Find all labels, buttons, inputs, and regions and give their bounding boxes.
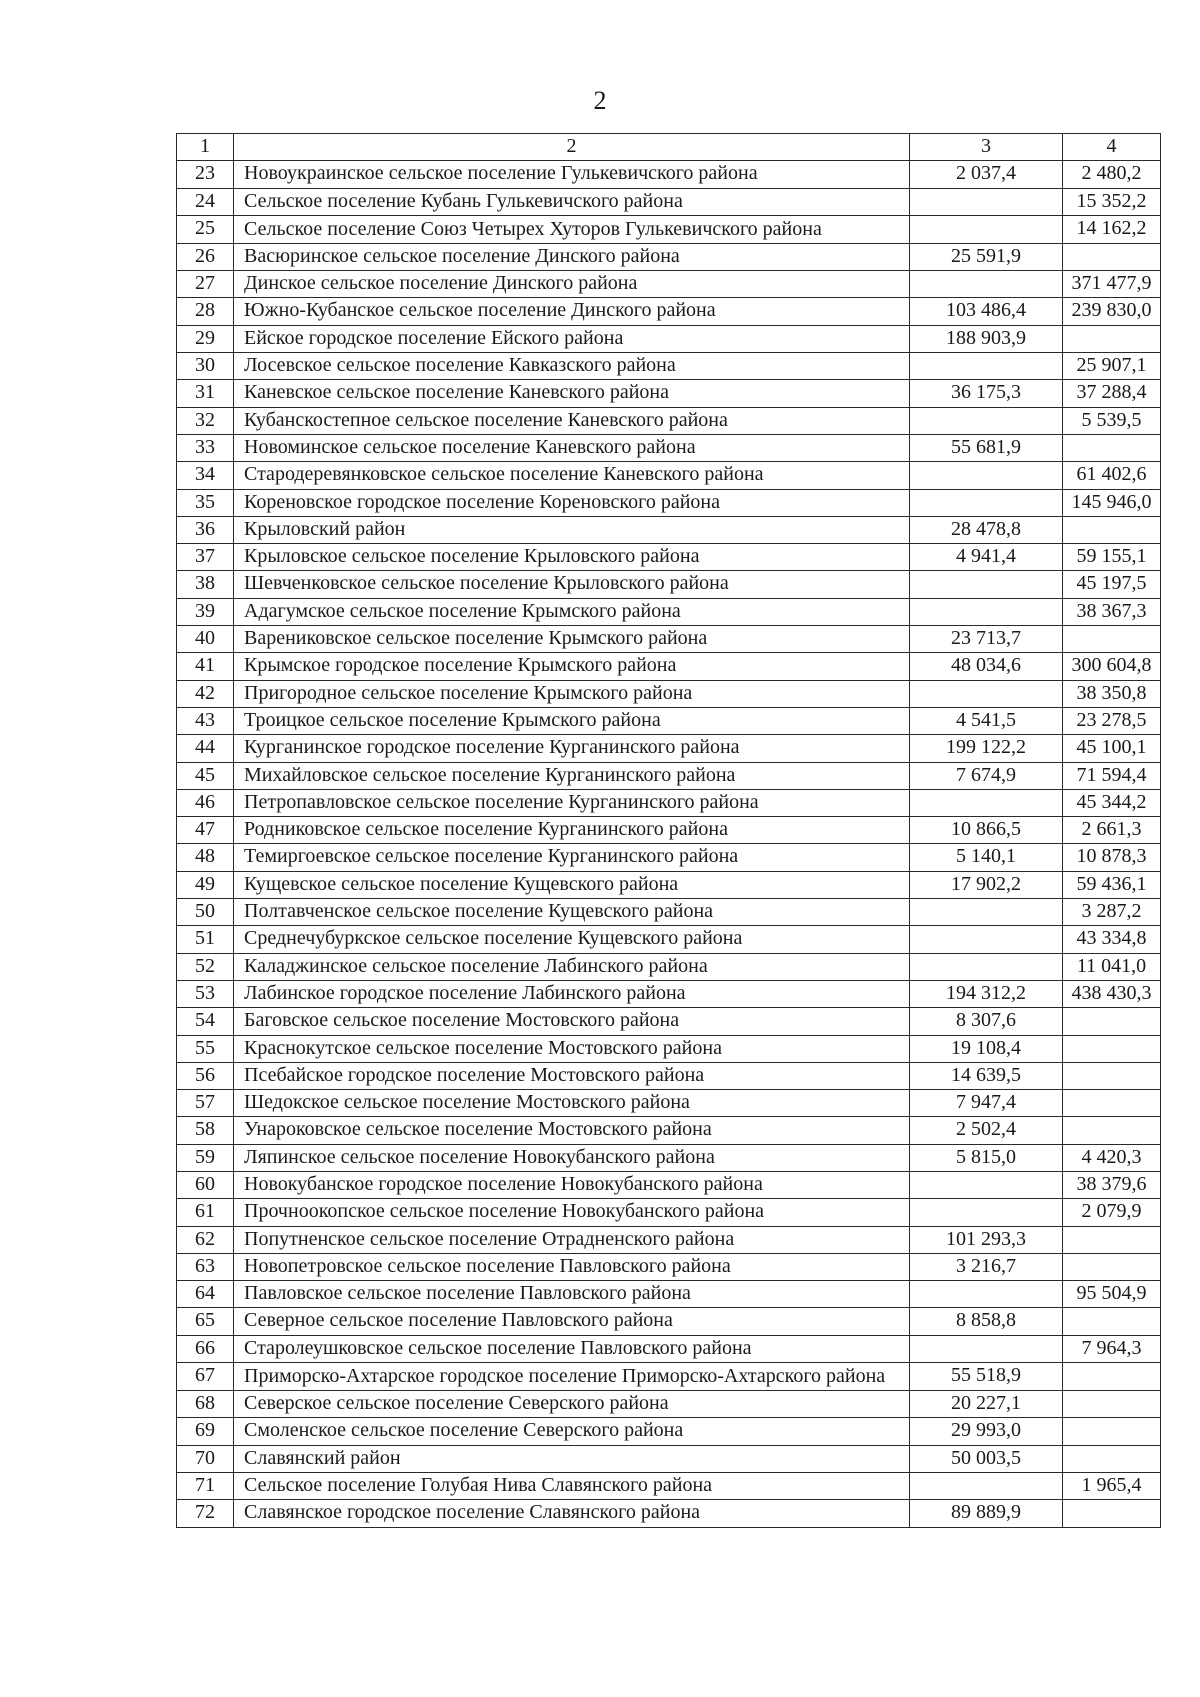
value-col-4 — [1063, 434, 1161, 461]
value-col-4 — [1063, 1035, 1161, 1062]
table-row — [177, 1117, 1161, 1144]
table-row — [177, 1418, 1161, 1445]
value-col-4: 45 197,5 — [1063, 571, 1161, 598]
table-row — [177, 544, 1161, 571]
value-col-3: 4 941,4 — [910, 544, 1063, 571]
settlement-name: Курганинское городское поселение Курганинского района — [234, 735, 910, 762]
settlement-name: Северское сельское поселение Северского района — [234, 1391, 910, 1418]
value-col-4: 25 907,1 — [1063, 353, 1161, 380]
value-col-3 — [910, 215, 1063, 243]
header-col-4: 4 — [1063, 134, 1161, 161]
value-col-4: 38 379,6 — [1063, 1171, 1161, 1198]
row-number: 32 — [177, 407, 234, 434]
value-col-4: 59 436,1 — [1063, 871, 1161, 898]
table-row — [177, 926, 1161, 953]
row-number: 45 — [177, 762, 234, 789]
table-row — [177, 980, 1161, 1007]
value-col-4: 11 041,0 — [1063, 953, 1161, 980]
row-number: 42 — [177, 680, 234, 707]
settlement-name: Петропавловское сельское поселение Курганинского района — [234, 789, 910, 816]
value-col-4: 1 965,4 — [1063, 1472, 1161, 1499]
row-number: 59 — [177, 1144, 234, 1171]
value-col-3 — [910, 407, 1063, 434]
row-number: 30 — [177, 353, 234, 380]
row-number: 51 — [177, 926, 234, 953]
value-col-3 — [910, 571, 1063, 598]
table-row — [177, 1035, 1161, 1062]
value-col-3: 28 478,8 — [910, 516, 1063, 543]
value-col-3: 101 293,3 — [910, 1226, 1063, 1253]
row-number: 58 — [177, 1117, 234, 1144]
table-row — [177, 626, 1161, 653]
table-row — [177, 1308, 1161, 1335]
row-number: 31 — [177, 380, 234, 407]
row-number: 37 — [177, 544, 234, 571]
value-col-4: 38 367,3 — [1063, 598, 1161, 625]
value-col-3: 2 037,4 — [910, 161, 1063, 188]
row-number: 65 — [177, 1308, 234, 1335]
settlement-name: Пригородное сельское поселение Крымского района — [234, 680, 910, 707]
header-col-3: 3 — [910, 134, 1063, 161]
settlement-name: Крымское городское поселение Крымского района — [234, 653, 910, 680]
table-row — [177, 462, 1161, 489]
row-number: 34 — [177, 462, 234, 489]
settlement-name: Стародеревянковское сельское поселение Каневского района — [234, 462, 910, 489]
row-number: 49 — [177, 871, 234, 898]
table-row — [177, 1500, 1161, 1527]
table-row — [177, 271, 1161, 298]
settlement-name: Северное сельское поселение Павловского района — [234, 1308, 910, 1335]
settlement-name: Славянский район — [234, 1445, 910, 1472]
row-number: 60 — [177, 1171, 234, 1198]
table-row — [177, 188, 1161, 215]
settlement-name: Лосевское сельское поселение Кавказского района — [234, 353, 910, 380]
settlement-name: Новоминское сельское поселение Каневского района — [234, 434, 910, 461]
value-col-3 — [910, 953, 1063, 980]
table-row — [177, 1144, 1161, 1171]
settlement-name: Ейское городское поселение Ейского района — [234, 325, 910, 352]
settlement-name: Сельское поселение Голубая Нива Славянского района — [234, 1472, 910, 1499]
value-col-3 — [910, 353, 1063, 380]
value-col-3: 188 903,9 — [910, 325, 1063, 352]
row-number: 71 — [177, 1472, 234, 1499]
value-col-4: 300 604,8 — [1063, 653, 1161, 680]
settlement-name: Васюринское сельское поселение Динского района — [234, 243, 910, 270]
settlement-name: Приморско-Ахтарское городское поселение Приморско-Ахтарского района — [234, 1363, 910, 1391]
settlement-name: Южно-Кубанское сельское поселение Динского района — [234, 298, 910, 325]
table-row — [177, 1445, 1161, 1472]
row-number: 29 — [177, 325, 234, 352]
value-col-4 — [1063, 1226, 1161, 1253]
value-col-3: 48 034,6 — [910, 653, 1063, 680]
settlement-name: Кущевское сельское поселение Кущевского района — [234, 871, 910, 898]
table-row — [177, 598, 1161, 625]
table-row — [177, 871, 1161, 898]
value-col-4 — [1063, 1445, 1161, 1472]
value-col-3 — [910, 489, 1063, 516]
row-number: 39 — [177, 598, 234, 625]
table-row — [177, 1226, 1161, 1253]
table-row — [177, 707, 1161, 734]
value-col-4 — [1063, 1418, 1161, 1445]
settlement-name: Шедокское сельское поселение Мостовского района — [234, 1090, 910, 1117]
row-number: 61 — [177, 1199, 234, 1226]
settlement-name: Попутненское сельское поселение Отрадненского района — [234, 1226, 910, 1253]
value-col-4: 59 155,1 — [1063, 544, 1161, 571]
value-col-4 — [1063, 1391, 1161, 1418]
table-row — [177, 653, 1161, 680]
table-row — [177, 325, 1161, 352]
table-row — [177, 953, 1161, 980]
value-col-4: 45 100,1 — [1063, 735, 1161, 762]
settlement-name: Среднечубуркское сельское поселение Кущевского района — [234, 926, 910, 953]
value-col-4 — [1063, 1253, 1161, 1280]
row-number: 68 — [177, 1391, 234, 1418]
value-col-3: 20 227,1 — [910, 1391, 1063, 1418]
settlement-name: Кореновское городское поселение Кореновского района — [234, 489, 910, 516]
value-col-3: 8 858,8 — [910, 1308, 1063, 1335]
table-row — [177, 762, 1161, 789]
row-number: 50 — [177, 899, 234, 926]
value-col-4: 145 946,0 — [1063, 489, 1161, 516]
value-col-4 — [1063, 1363, 1161, 1391]
value-col-3: 5 815,0 — [910, 1144, 1063, 1171]
value-col-4: 15 352,2 — [1063, 188, 1161, 215]
value-col-4: 2 661,3 — [1063, 817, 1161, 844]
value-col-3: 36 175,3 — [910, 380, 1063, 407]
settlement-name: Баговское сельское поселение Мостовского района — [234, 1008, 910, 1035]
value-col-3 — [910, 680, 1063, 707]
value-col-3: 17 902,2 — [910, 871, 1063, 898]
settlement-name: Троицкое сельское поселение Крымского района — [234, 707, 910, 734]
table-row — [177, 817, 1161, 844]
value-col-3: 50 003,5 — [910, 1445, 1063, 1472]
row-number: 44 — [177, 735, 234, 762]
value-col-3 — [910, 598, 1063, 625]
value-col-3 — [910, 462, 1063, 489]
settlement-name: Новопетровское сельское поселение Павловского района — [234, 1253, 910, 1280]
value-col-4: 3 287,2 — [1063, 899, 1161, 926]
value-col-3 — [910, 899, 1063, 926]
settlement-name: Псебайское городское поселение Мостовского района — [234, 1062, 910, 1089]
header-col-2: 2 — [234, 134, 910, 161]
table-row — [177, 215, 1161, 243]
row-number: 38 — [177, 571, 234, 598]
value-col-3: 89 889,9 — [910, 1500, 1063, 1527]
table-row — [177, 1008, 1161, 1035]
row-number: 48 — [177, 844, 234, 871]
settlement-name: Каладжинское сельское поселение Лабинского района — [234, 953, 910, 980]
row-number: 25 — [177, 215, 234, 243]
settlement-name: Старолеушковское сельское поселение Павловского района — [234, 1335, 910, 1362]
settlement-name: Варениковское сельское поселение Крымского района — [234, 626, 910, 653]
table-row — [177, 844, 1161, 871]
value-col-4 — [1063, 1090, 1161, 1117]
table-row — [177, 298, 1161, 325]
value-col-3 — [910, 1281, 1063, 1308]
value-col-3: 7 674,9 — [910, 762, 1063, 789]
row-number: 27 — [177, 271, 234, 298]
settlement-name: Полтавченское сельское поселение Кущевского района — [234, 899, 910, 926]
value-col-3: 4 541,5 — [910, 707, 1063, 734]
value-col-3 — [910, 1472, 1063, 1499]
table-row — [177, 1253, 1161, 1280]
value-col-3: 29 993,0 — [910, 1418, 1063, 1445]
row-number: 52 — [177, 953, 234, 980]
value-col-4: 23 278,5 — [1063, 707, 1161, 734]
value-col-3: 5 140,1 — [910, 844, 1063, 871]
value-col-3 — [910, 926, 1063, 953]
value-col-3 — [910, 271, 1063, 298]
table-row — [177, 1171, 1161, 1198]
value-col-3: 8 307,6 — [910, 1008, 1063, 1035]
value-col-4: 10 878,3 — [1063, 844, 1161, 871]
value-col-3: 103 486,4 — [910, 298, 1063, 325]
value-col-3 — [910, 1199, 1063, 1226]
value-col-3 — [910, 789, 1063, 816]
table-row — [177, 789, 1161, 816]
value-col-4 — [1063, 1008, 1161, 1035]
row-number: 67 — [177, 1363, 234, 1391]
table-row — [177, 1335, 1161, 1362]
value-col-3: 194 312,2 — [910, 980, 1063, 1007]
settlement-name: Новокубанское городское поселение Новокубанского района — [234, 1171, 910, 1198]
table-row — [177, 353, 1161, 380]
settlement-name: Смоленское сельское поселение Северского района — [234, 1418, 910, 1445]
value-col-4: 7 964,3 — [1063, 1335, 1161, 1362]
value-col-3: 10 866,5 — [910, 817, 1063, 844]
value-col-3 — [910, 1335, 1063, 1362]
value-col-4: 71 594,4 — [1063, 762, 1161, 789]
table-row — [177, 161, 1161, 188]
value-col-4 — [1063, 325, 1161, 352]
row-number: 28 — [177, 298, 234, 325]
settlement-name: Адагумское сельское поселение Крымского района — [234, 598, 910, 625]
settlement-name: Михайловское сельское поселение Курганинского района — [234, 762, 910, 789]
row-number: 69 — [177, 1418, 234, 1445]
value-col-4: 2 480,2 — [1063, 161, 1161, 188]
settlement-name: Каневское сельское поселение Каневского района — [234, 380, 910, 407]
value-col-3: 55 518,9 — [910, 1363, 1063, 1391]
row-number: 47 — [177, 817, 234, 844]
value-col-4 — [1063, 1062, 1161, 1089]
row-number: 40 — [177, 626, 234, 653]
settlement-name: Крыловский район — [234, 516, 910, 543]
row-number: 35 — [177, 489, 234, 516]
table-row — [177, 735, 1161, 762]
row-number: 33 — [177, 434, 234, 461]
value-col-4: 37 288,4 — [1063, 380, 1161, 407]
table-header-row — [177, 134, 1161, 161]
settlement-name: Крыловское сельское поселение Крыловского района — [234, 544, 910, 571]
table-row — [177, 1472, 1161, 1499]
settlement-name: Сельское поселение Кубань Гулькевичского района — [234, 188, 910, 215]
table-row — [177, 407, 1161, 434]
value-col-3: 7 947,4 — [910, 1090, 1063, 1117]
value-col-3: 55 681,9 — [910, 434, 1063, 461]
table-row — [177, 571, 1161, 598]
table-row — [177, 1062, 1161, 1089]
value-col-4 — [1063, 243, 1161, 270]
settlement-name: Ляпинское сельское поселение Новокубанского района — [234, 1144, 910, 1171]
allocation-table — [176, 133, 1161, 1528]
value-col-4: 438 430,3 — [1063, 980, 1161, 1007]
settlement-name: Темиргоевское сельское поселение Курганинского района — [234, 844, 910, 871]
value-col-4: 14 162,2 — [1063, 215, 1161, 243]
value-col-3: 14 639,5 — [910, 1062, 1063, 1089]
row-number: 36 — [177, 516, 234, 543]
row-number: 72 — [177, 1500, 234, 1527]
settlement-name: Лабинское городское поселение Лабинского района — [234, 980, 910, 1007]
settlement-name: Прочноокопское сельское поселение Новокубанского района — [234, 1199, 910, 1226]
value-col-4 — [1063, 1500, 1161, 1527]
value-col-4: 4 420,3 — [1063, 1144, 1161, 1171]
settlement-name: Новоукраинское сельское поселение Гулькевичского района — [234, 161, 910, 188]
value-col-4: 2 079,9 — [1063, 1199, 1161, 1226]
row-number: 66 — [177, 1335, 234, 1362]
table-row — [177, 380, 1161, 407]
value-col-4 — [1063, 1308, 1161, 1335]
value-col-4: 61 402,6 — [1063, 462, 1161, 489]
row-number: 56 — [177, 1062, 234, 1089]
value-col-4: 5 539,5 — [1063, 407, 1161, 434]
settlement-name: Родниковское сельское поселение Курганинского района — [234, 817, 910, 844]
value-col-3: 23 713,7 — [910, 626, 1063, 653]
row-number: 64 — [177, 1281, 234, 1308]
row-number: 41 — [177, 653, 234, 680]
table-row — [177, 1281, 1161, 1308]
value-col-3: 3 216,7 — [910, 1253, 1063, 1280]
value-col-4: 95 504,9 — [1063, 1281, 1161, 1308]
value-col-4: 43 334,8 — [1063, 926, 1161, 953]
value-col-4: 38 350,8 — [1063, 680, 1161, 707]
table-row — [177, 680, 1161, 707]
table-row — [177, 1363, 1161, 1391]
value-col-4: 45 344,2 — [1063, 789, 1161, 816]
row-number: 55 — [177, 1035, 234, 1062]
row-number: 24 — [177, 188, 234, 215]
table-row — [177, 1391, 1161, 1418]
table-row — [177, 1090, 1161, 1117]
value-col-3: 199 122,2 — [910, 735, 1063, 762]
settlement-name: Кубанскостепное сельское поселение Каневского района — [234, 407, 910, 434]
table-row — [177, 899, 1161, 926]
settlement-name: Динское сельское поселение Динского района — [234, 271, 910, 298]
row-number: 70 — [177, 1445, 234, 1472]
table-row — [177, 489, 1161, 516]
header-col-1: 1 — [177, 134, 234, 161]
value-col-3: 19 108,4 — [910, 1035, 1063, 1062]
table-row — [177, 1199, 1161, 1226]
value-col-4: 239 830,0 — [1063, 298, 1161, 325]
page-number: 2 — [593, 86, 607, 115]
settlement-name: Сельское поселение Союз Четырех Хуторов Гулькевичского района — [234, 215, 910, 243]
value-col-3 — [910, 188, 1063, 215]
value-col-3: 2 502,4 — [910, 1117, 1063, 1144]
value-col-4 — [1063, 626, 1161, 653]
value-col-4 — [1063, 516, 1161, 543]
settlement-name: Унароковское сельское поселение Мостовского района — [234, 1117, 910, 1144]
row-number: 57 — [177, 1090, 234, 1117]
value-col-3 — [910, 1171, 1063, 1198]
table-row — [177, 434, 1161, 461]
row-number: 54 — [177, 1008, 234, 1035]
row-number: 53 — [177, 980, 234, 1007]
row-number: 26 — [177, 243, 234, 270]
value-col-4: 371 477,9 — [1063, 271, 1161, 298]
value-col-3: 25 591,9 — [910, 243, 1063, 270]
settlement-name: Павловское сельское поселение Павловского района — [234, 1281, 910, 1308]
row-number: 23 — [177, 161, 234, 188]
table-row — [177, 243, 1161, 270]
settlement-name: Славянское городское поселение Славянского района — [234, 1500, 910, 1527]
value-col-4 — [1063, 1117, 1161, 1144]
row-number: 62 — [177, 1226, 234, 1253]
settlement-name: Краснокутское сельское поселение Мостовского района — [234, 1035, 910, 1062]
row-number: 43 — [177, 707, 234, 734]
row-number: 63 — [177, 1253, 234, 1280]
settlement-name: Шевченковское сельское поселение Крыловского района — [234, 571, 910, 598]
row-number: 46 — [177, 789, 234, 816]
table-row — [177, 516, 1161, 543]
